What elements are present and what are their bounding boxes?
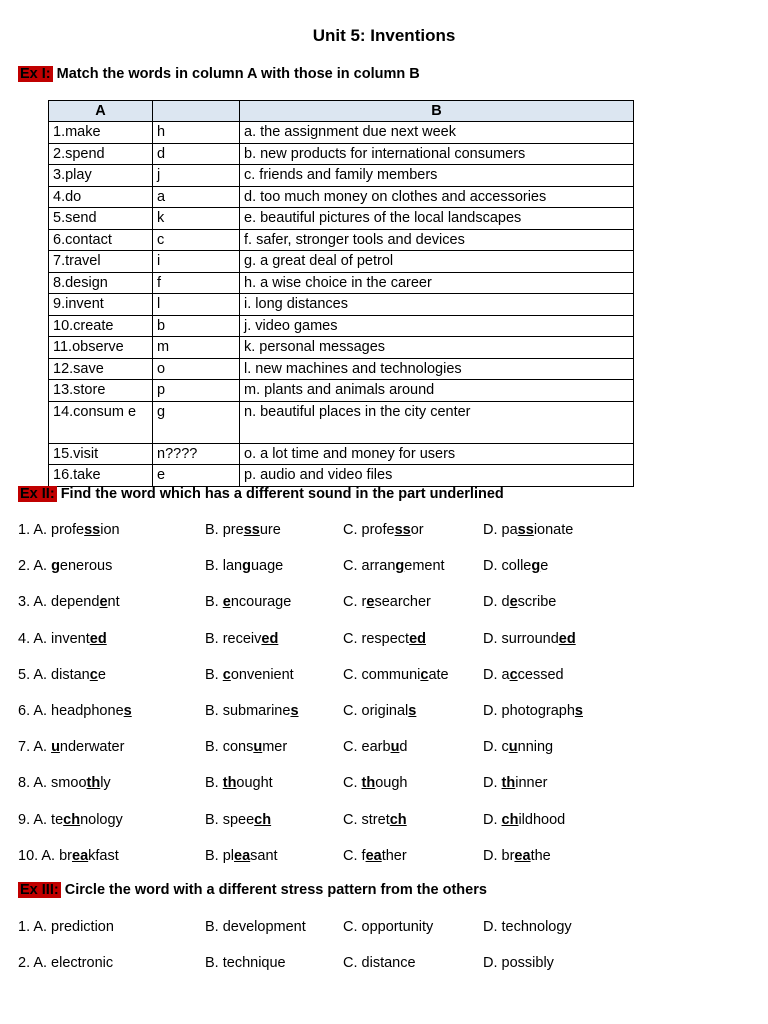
option-text-before: 6. A. headphone xyxy=(18,703,124,719)
option-text-after: ate xyxy=(428,666,449,683)
answer-cell: n???? xyxy=(153,443,240,465)
option-text-after: nology xyxy=(80,811,123,828)
option-text-before: B. xyxy=(205,666,223,683)
underlined-part: ch xyxy=(501,811,519,828)
answer-option[interactable] xyxy=(205,522,281,538)
option-text-before: D. a xyxy=(483,666,510,683)
underlined-part: g xyxy=(242,558,251,575)
underlined-part: u xyxy=(390,739,400,756)
option-text-before: D. d xyxy=(483,594,510,611)
option-text-after: ion xyxy=(100,522,120,538)
word-cell: 14.consum e xyxy=(49,401,153,443)
option-text-after: ly xyxy=(100,775,111,792)
answer-option[interactable] xyxy=(343,919,433,935)
ex3-tag: Ex III: xyxy=(20,882,59,898)
underlined-part: s xyxy=(408,703,417,719)
word-cell: 7.travel xyxy=(49,251,153,273)
option-text-before: C. communi xyxy=(343,666,421,683)
option-text-after: e xyxy=(540,558,549,575)
option-text-before: C. arran xyxy=(343,558,396,575)
underlined-part: ss xyxy=(517,522,534,538)
option-text-after: ncourage xyxy=(230,594,292,611)
word-cell: 8.design xyxy=(49,272,153,294)
option-text-before: C. r xyxy=(343,594,367,611)
word-cell: 9.invent xyxy=(49,294,153,316)
answer-option[interactable] xyxy=(205,667,294,683)
option-text-after: ought xyxy=(236,775,273,792)
option-text-after: or xyxy=(410,522,424,538)
option-text-before: B. submarine xyxy=(205,703,291,719)
answer-option[interactable] xyxy=(343,594,431,610)
option-text-after: kfast xyxy=(88,847,119,864)
answer-option[interactable] xyxy=(343,558,445,574)
answer-cell: d xyxy=(153,143,240,165)
question-row xyxy=(18,919,758,941)
answer-cell: o xyxy=(153,358,240,380)
underlined-part: ea xyxy=(72,847,89,864)
word-cell: 16.take xyxy=(49,465,153,487)
option-text-after: nt xyxy=(107,594,120,611)
option-text-before: B. cons xyxy=(205,739,254,756)
underlined-part: ch xyxy=(254,811,272,828)
question-row xyxy=(18,558,758,580)
ex1-heading xyxy=(18,66,420,82)
phrase-cell: m. plants and animals around xyxy=(240,380,634,402)
question-row xyxy=(18,703,758,725)
table-row xyxy=(49,272,634,294)
option-text-before: 10. A. br xyxy=(18,847,73,864)
underlined-part: g xyxy=(531,558,541,575)
answer-option[interactable] xyxy=(18,558,112,574)
option-text-before: B. pl xyxy=(205,847,235,864)
underlined-part: ea xyxy=(514,847,531,864)
answer-option[interactable] xyxy=(18,919,114,935)
option-text-after: ough xyxy=(375,775,408,792)
word-cell: 5.send xyxy=(49,208,153,230)
ex1-tag: Ex I: xyxy=(20,66,51,82)
option-text-before: B. xyxy=(205,594,223,611)
answer-cell: l xyxy=(153,294,240,316)
answer-option[interactable] xyxy=(205,848,278,864)
option-text-before: D. br xyxy=(483,847,515,864)
answer-option[interactable] xyxy=(483,739,553,755)
underlined-part: s xyxy=(574,703,583,719)
answer-option[interactable] xyxy=(343,522,424,538)
answer-option[interactable] xyxy=(343,775,407,791)
answer-cell: f xyxy=(153,272,240,294)
table-row xyxy=(49,315,634,337)
answer-option[interactable] xyxy=(205,631,278,647)
option-text-before: 7. A. xyxy=(18,739,52,756)
word-cell: 13.store xyxy=(49,380,153,402)
option-text-before: D. photograph xyxy=(483,703,575,719)
answer-option[interactable] xyxy=(205,558,283,574)
page-title: Unit 5: Inventions xyxy=(312,26,456,45)
answer-option[interactable] xyxy=(343,703,416,719)
option-text-before: 1. A. profe xyxy=(18,522,85,538)
option-text-after: inner xyxy=(515,775,548,792)
table-row xyxy=(49,165,634,187)
column-a-header: A xyxy=(49,101,153,122)
answer-option[interactable] xyxy=(18,594,120,610)
answer-cell: e xyxy=(153,465,240,487)
option-text-before: D. pa xyxy=(483,522,518,538)
option-text-before: C. opportunity xyxy=(343,919,434,935)
answer-option[interactable] xyxy=(343,848,407,864)
option-text-after: searcher xyxy=(374,594,431,611)
answer-option[interactable] xyxy=(483,703,583,719)
phrase-cell: n. beautiful places in the city center xyxy=(240,401,634,443)
answer-option[interactable] xyxy=(483,812,565,828)
phrase-cell: l. new machines and technologies xyxy=(240,358,634,380)
underlined-part: s xyxy=(123,703,132,719)
ex3-instruction: Circle the word with a different stress pattern from the others xyxy=(64,882,487,898)
option-text-after: uage xyxy=(250,558,284,575)
underlined-part: c xyxy=(222,666,231,683)
underlined-part: c xyxy=(89,666,98,683)
option-text-after: onvenient xyxy=(230,666,294,683)
word-cell: 11.observe xyxy=(49,337,153,359)
answer-option[interactable] xyxy=(18,812,123,828)
table-row xyxy=(49,229,634,251)
phrase-cell: d. too much money on clothes and accessories xyxy=(240,186,634,208)
answer-option[interactable] xyxy=(205,775,273,791)
word-cell: 12.save xyxy=(49,358,153,380)
option-text-after: sant xyxy=(250,847,278,864)
underlined-part: u xyxy=(253,739,263,756)
question-row xyxy=(18,631,758,653)
answer-option[interactable] xyxy=(18,703,132,719)
option-text-after: e xyxy=(97,666,106,683)
word-cell: 2.spend xyxy=(49,143,153,165)
answer-option[interactable] xyxy=(483,522,573,538)
word-cell: 6.contact xyxy=(49,229,153,251)
phrase-cell: k. personal messages xyxy=(240,337,634,359)
ex2-instruction: Find the word which has a different sound in the part underlined xyxy=(60,486,504,502)
column-b-header: B xyxy=(240,101,634,122)
answer-option[interactable] xyxy=(483,667,564,683)
underlined-part: th xyxy=(501,775,516,792)
underlined-part: c xyxy=(509,666,518,683)
option-text-before: C. profe xyxy=(343,522,395,538)
option-text-before: C. f xyxy=(343,847,366,864)
answer-option[interactable] xyxy=(343,631,426,647)
underlined-part: e xyxy=(222,594,231,611)
option-text-before: C. original xyxy=(343,703,409,719)
table-row xyxy=(49,443,634,465)
underlined-part: ch xyxy=(389,811,407,828)
phrase-cell: o. a lot time and money for users xyxy=(240,443,634,465)
underlined-part: ss xyxy=(243,522,260,538)
answer-cell: j xyxy=(153,165,240,187)
answer-option[interactable] xyxy=(483,848,551,864)
word-cell: 10.create xyxy=(49,315,153,337)
phrase-cell: p. audio and video files xyxy=(240,465,634,487)
table-row xyxy=(49,186,634,208)
option-text-after: ildhood xyxy=(518,811,566,828)
option-text-before: C. distance xyxy=(343,955,416,971)
underlined-part: u xyxy=(508,739,518,756)
question-row xyxy=(18,594,758,616)
option-text-before: D. c xyxy=(483,739,509,756)
answer-option[interactable] xyxy=(343,955,416,971)
option-text-after: enerous xyxy=(59,558,113,575)
option-text-after: ure xyxy=(259,522,281,538)
underlined-part: ed xyxy=(261,630,279,647)
option-text-before: C. stret xyxy=(343,811,390,828)
option-text-before: D. colle xyxy=(483,558,532,575)
ex3-heading xyxy=(18,882,487,898)
option-text-after: nderwater xyxy=(59,739,125,756)
answer-cell: g xyxy=(153,401,240,443)
answer-cell: a xyxy=(153,186,240,208)
option-text-before: 2. A. xyxy=(18,558,52,575)
answer-column-header xyxy=(153,101,240,122)
option-text-before: C. respect xyxy=(343,630,410,647)
option-text-before: C. xyxy=(343,775,362,792)
underlined-part: c xyxy=(420,666,429,683)
answer-cell: k xyxy=(153,208,240,230)
option-text-after: nning xyxy=(517,739,554,756)
answer-option[interactable] xyxy=(483,594,556,610)
answer-option[interactable] xyxy=(18,667,106,683)
question-row xyxy=(18,739,758,761)
question-row xyxy=(18,848,758,870)
answer-option[interactable] xyxy=(343,667,449,683)
word-cell: 15.visit xyxy=(49,443,153,465)
option-text-after: ement xyxy=(404,558,445,575)
answer-option[interactable] xyxy=(18,955,113,971)
question-row xyxy=(18,522,758,544)
option-text-before: B. technique xyxy=(205,955,286,971)
option-text-before: 4. A. invent xyxy=(18,630,90,647)
option-text-before: B. lan xyxy=(205,558,243,575)
underlined-part: th xyxy=(361,775,376,792)
answer-option[interactable] xyxy=(205,812,271,828)
option-text-before: C. earb xyxy=(343,739,391,756)
underlined-part: ea xyxy=(365,847,382,864)
underlined-part: ea xyxy=(234,847,251,864)
option-text-before: 8. A. smoo xyxy=(18,775,87,792)
option-text-before: B. development xyxy=(205,919,306,935)
option-text-before: 9. A. te xyxy=(18,811,64,828)
word-cell: 1.make xyxy=(49,122,153,144)
question-row xyxy=(18,775,758,797)
phrase-cell: c. friends and family members xyxy=(240,165,634,187)
underlined-part: u xyxy=(51,739,60,756)
underlined-part: ss xyxy=(394,522,411,538)
table-row xyxy=(49,208,634,230)
answer-option[interactable] xyxy=(205,703,299,719)
option-text-after: the xyxy=(530,847,551,864)
table-row xyxy=(49,358,634,380)
answer-option[interactable] xyxy=(483,955,554,971)
underlined-part: ed xyxy=(89,630,107,647)
table-row xyxy=(49,251,634,273)
answer-option[interactable] xyxy=(205,594,291,610)
phrase-cell: a. the assignment due next week xyxy=(240,122,634,144)
answer-option[interactable] xyxy=(483,775,547,791)
underlined-part: th xyxy=(222,775,237,792)
word-cell: 3.play xyxy=(49,165,153,187)
word-cell: 4.do xyxy=(49,186,153,208)
answer-option[interactable] xyxy=(483,631,576,647)
phrase-cell: b. new products for international consumers xyxy=(240,143,634,165)
answer-option[interactable] xyxy=(483,919,572,935)
ex2-tag: Ex II: xyxy=(20,486,55,502)
underlined-part: e xyxy=(366,594,375,611)
option-text-after: mer xyxy=(262,739,288,756)
underlined-part: ch xyxy=(63,811,81,828)
option-text-before: D. xyxy=(483,775,502,792)
answer-option[interactable] xyxy=(18,522,120,538)
answer-cell: b xyxy=(153,315,240,337)
option-text-before: B. receiv xyxy=(205,630,262,647)
option-text-after: scribe xyxy=(517,594,557,611)
underlined-part: ed xyxy=(409,630,427,647)
option-text-before: 3. A. depend xyxy=(18,594,100,611)
answer-option[interactable] xyxy=(483,558,548,574)
underlined-part: ed xyxy=(558,630,576,647)
table-row xyxy=(49,337,634,359)
underlined-part: g xyxy=(51,558,60,575)
table-row xyxy=(49,294,634,316)
table-row xyxy=(49,143,634,165)
underlined-part: ss xyxy=(84,522,101,538)
phrase-cell: i. long distances xyxy=(240,294,634,316)
table-row xyxy=(49,380,634,402)
answer-option[interactable] xyxy=(205,919,306,935)
answer-cell: c xyxy=(153,229,240,251)
answer-cell: i xyxy=(153,251,240,273)
answer-option[interactable] xyxy=(343,739,408,755)
option-text-before: D. possibly xyxy=(483,955,554,971)
question-row xyxy=(18,667,758,689)
ex1-instruction: Match the words in column A with those in column B xyxy=(56,66,420,82)
answer-cell: p xyxy=(153,380,240,402)
phrase-cell: e. beautiful pictures of the local landscapes xyxy=(240,208,634,230)
phrase-cell: j. video games xyxy=(240,315,634,337)
answer-option[interactable] xyxy=(18,848,119,864)
underlined-part: e xyxy=(509,594,518,611)
option-text-before: 5. A. distan xyxy=(18,666,90,683)
option-text-before: 1. A. prediction xyxy=(18,919,114,935)
answer-option[interactable] xyxy=(343,812,407,828)
option-text-after: cessed xyxy=(517,666,564,683)
option-text-before: D. technology xyxy=(483,919,572,935)
option-text-before: B. pre xyxy=(205,522,244,538)
underlined-part: e xyxy=(99,594,108,611)
question-row xyxy=(18,955,758,977)
option-text-after: d xyxy=(399,739,408,756)
table-row xyxy=(49,465,634,487)
phrase-cell: h. a wise choice in the career xyxy=(240,272,634,294)
table-row xyxy=(49,122,634,144)
ex2-heading xyxy=(18,486,504,502)
answer-option[interactable] xyxy=(205,739,287,755)
answer-option[interactable] xyxy=(18,739,124,755)
option-text-after: ther xyxy=(381,847,407,864)
phrase-cell: g. a great deal of petrol xyxy=(240,251,634,273)
table-row xyxy=(49,401,634,443)
option-text-after: ionate xyxy=(533,522,574,538)
option-text-before: 2. A. electronic xyxy=(18,955,114,971)
option-text-before: D. surround xyxy=(483,630,559,647)
phrase-cell: f. safer, stronger tools and devices xyxy=(240,229,634,251)
underlined-part: th xyxy=(86,775,101,792)
answer-option[interactable] xyxy=(205,955,286,971)
answer-option[interactable] xyxy=(18,775,111,791)
matching-table xyxy=(48,100,634,487)
question-row xyxy=(18,812,758,834)
option-text-before: D. xyxy=(483,811,502,828)
option-text-before: B. spee xyxy=(205,811,255,828)
answer-cell: h xyxy=(153,122,240,144)
option-text-before: B. xyxy=(205,775,223,792)
underlined-part: s xyxy=(290,703,299,719)
underlined-part: g xyxy=(395,558,405,575)
answer-cell: m xyxy=(153,337,240,359)
answer-option[interactable] xyxy=(18,631,107,647)
